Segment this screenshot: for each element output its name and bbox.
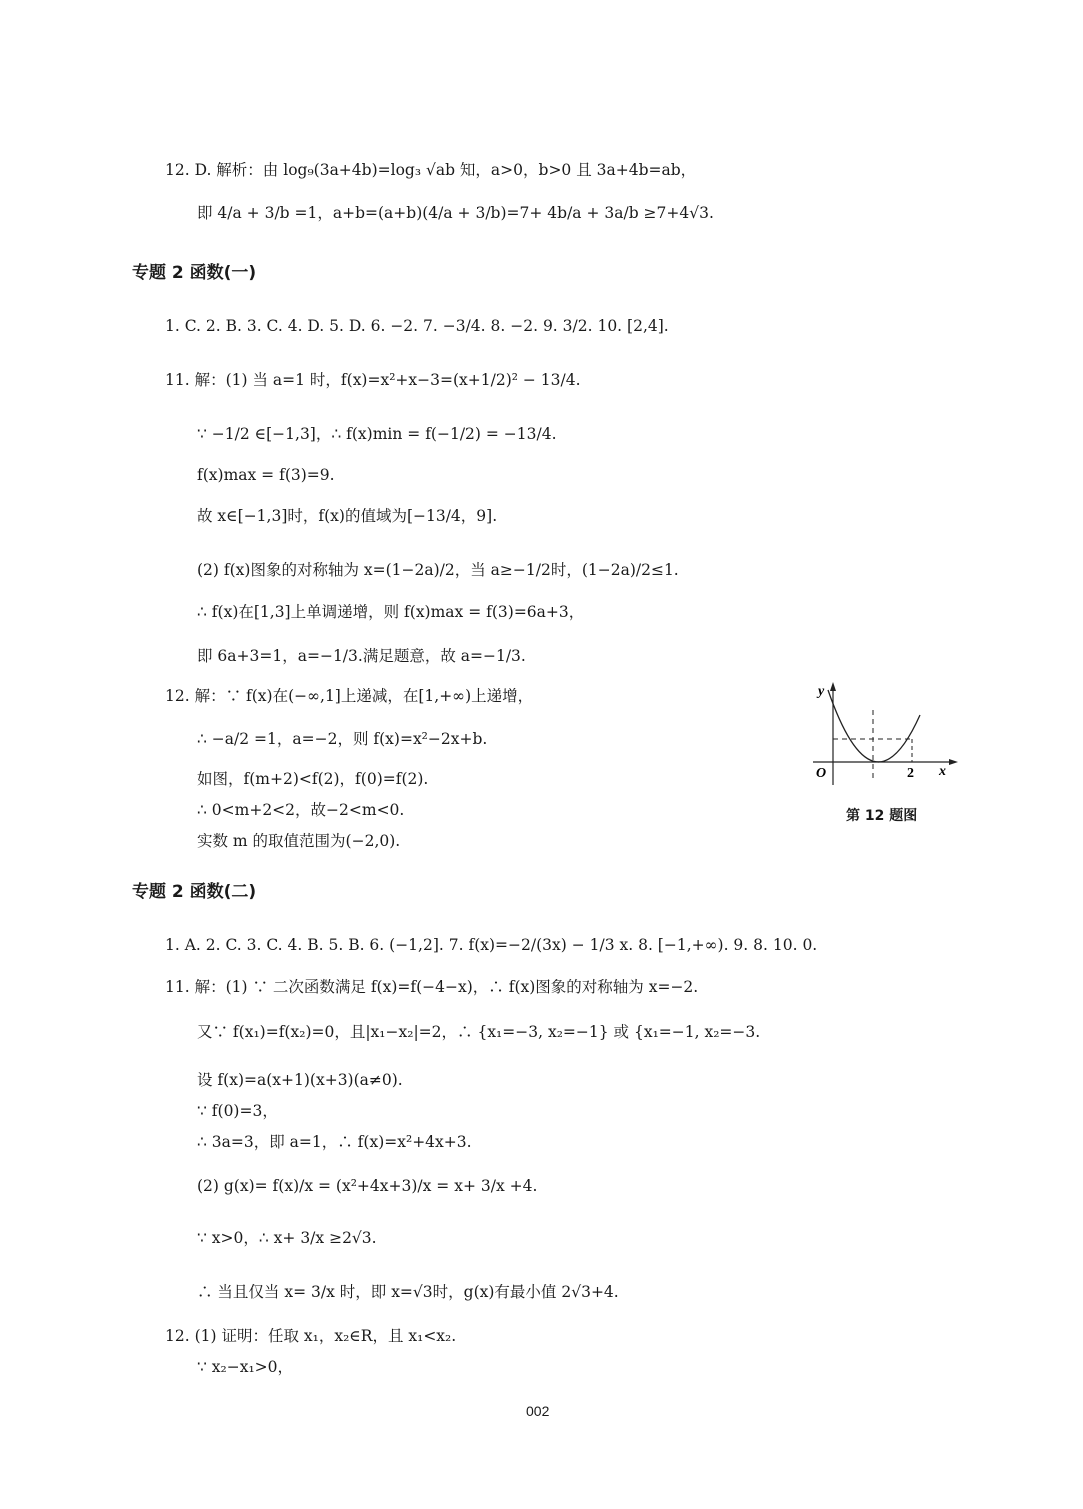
section-heading: 专题 2 函数(二) (132, 882, 257, 902)
solution-line: 故 x∈[−1,3]时，f(x)的值域为[−13/4，9]. (197, 507, 498, 525)
solution-line: ∵ f(0)=3， (197, 1102, 278, 1120)
solution-line: 如图，f(m+2)<f(2)，f(0)=f(2). (197, 770, 429, 788)
parabola-curve (828, 690, 920, 762)
x-label: x (939, 764, 946, 779)
solution-line: ∴ 当且仅当 x= 3/x 时，即 x=√3时，g(x)有最小值 2√3+4. (197, 1283, 619, 1301)
solution-line: ∵ x>0，∴ x+ 3/x ≥2√3. (197, 1229, 377, 1247)
solution-line: 即 4/a + 3/b =1，a+b=(a+b)(4/a + 3/b)=7+ 4b/a + 3a/b ≥7+4√3. (197, 204, 714, 222)
section-heading: 专题 2 函数(一) (132, 263, 257, 283)
answer-line: 1. C. 2. B. 3. C. 4. D. 5. D. 6. −2. 7. −3/4. 8. −2. 9. 3/2. 10. [2,4]. (165, 317, 669, 335)
tick-2-label: 2 (907, 766, 914, 781)
origin-label: O (816, 766, 827, 781)
solution-line: (2) g(x)= f(x)/x = (x²+4x+3)/x = x+ 3/x +4. (197, 1177, 538, 1195)
solution-line: ∴ −a/2 =1，a=−2，则 f(x)=x²−2x+b. (197, 730, 488, 748)
solution-line: ∴ 3a=3，即 a=1，∴ f(x)=x²+4x+3. (197, 1133, 472, 1151)
solution-line: f(x)max = f(3)=9. (197, 466, 335, 484)
answer-line: 1. A. 2. C. 3. C. 4. B. 5. B. 6. (−1,2]. 7. f(x)=−2/(3x) − 1/3 x. 8. [−1,+∞). 9. 8. 10. 0. (165, 936, 818, 954)
solution-line: 12. (1) 证明：任取 x₁，x₂∈R，且 x₁<x₂. (165, 1327, 457, 1345)
y-label: y (818, 684, 825, 699)
solution-line: ∵ x₂−x₁>0， (197, 1358, 294, 1376)
solution-line: ∵ −1/2 ∈[−1,3]，∴ f(x)min = f(−1/2) = −13/4. (197, 425, 557, 443)
solution-line: (2) f(x)图象的对称轴为 x=(1−2a)/2，当 a≥−1/2时，(1−2a)/2≤1. (197, 561, 679, 579)
page-number: 002 (526, 1403, 550, 1419)
solution-line: ∴ 0<m+2<2，故−2<m<0. (197, 801, 405, 819)
solution-line: 12. 解：∵ f(x)在(−∞,1]上递减，在[1,+∞)上递增， (165, 687, 534, 705)
solution-line: 实数 m 的取值范围为(−2,0). (197, 832, 401, 850)
parabola-figure (808, 680, 958, 790)
solution-line: 12. D. 解析：由 log₉(3a+4b)=log₃ √ab 知，a>0，b>0 且 3a+4b=ab， (165, 161, 697, 179)
solution-line: 11. 解：(1) 当 a=1 时，f(x)=x²+x−3=(x+1/2)² − 13/4. (165, 371, 581, 389)
solution-line: 设 f(x)=a(x+1)(x+3)(a≠0). (197, 1071, 403, 1089)
solution-line: 又∵ f(x₁)=f(x₂)=0，且|x₁−x₂|=2，∴ {x₁=−3, x₂=−1} 或 {x₁=−1, x₂=−3. (197, 1023, 761, 1041)
solution-line: 即 6a+3=1，a=−1/3.满足题意，故 a=−1/3. (197, 647, 526, 665)
solution-line: 11. 解：(1) ∵ 二次函数满足 f(x)=f(−4−x)，∴ f(x)图象的对称轴为 x=−2. (165, 978, 699, 996)
solution-line: ∴ f(x)在[1,3]上单调递增，则 f(x)max = f(3)=6a+3， (197, 603, 585, 621)
figure-caption: 第 12 题图 (846, 808, 918, 824)
